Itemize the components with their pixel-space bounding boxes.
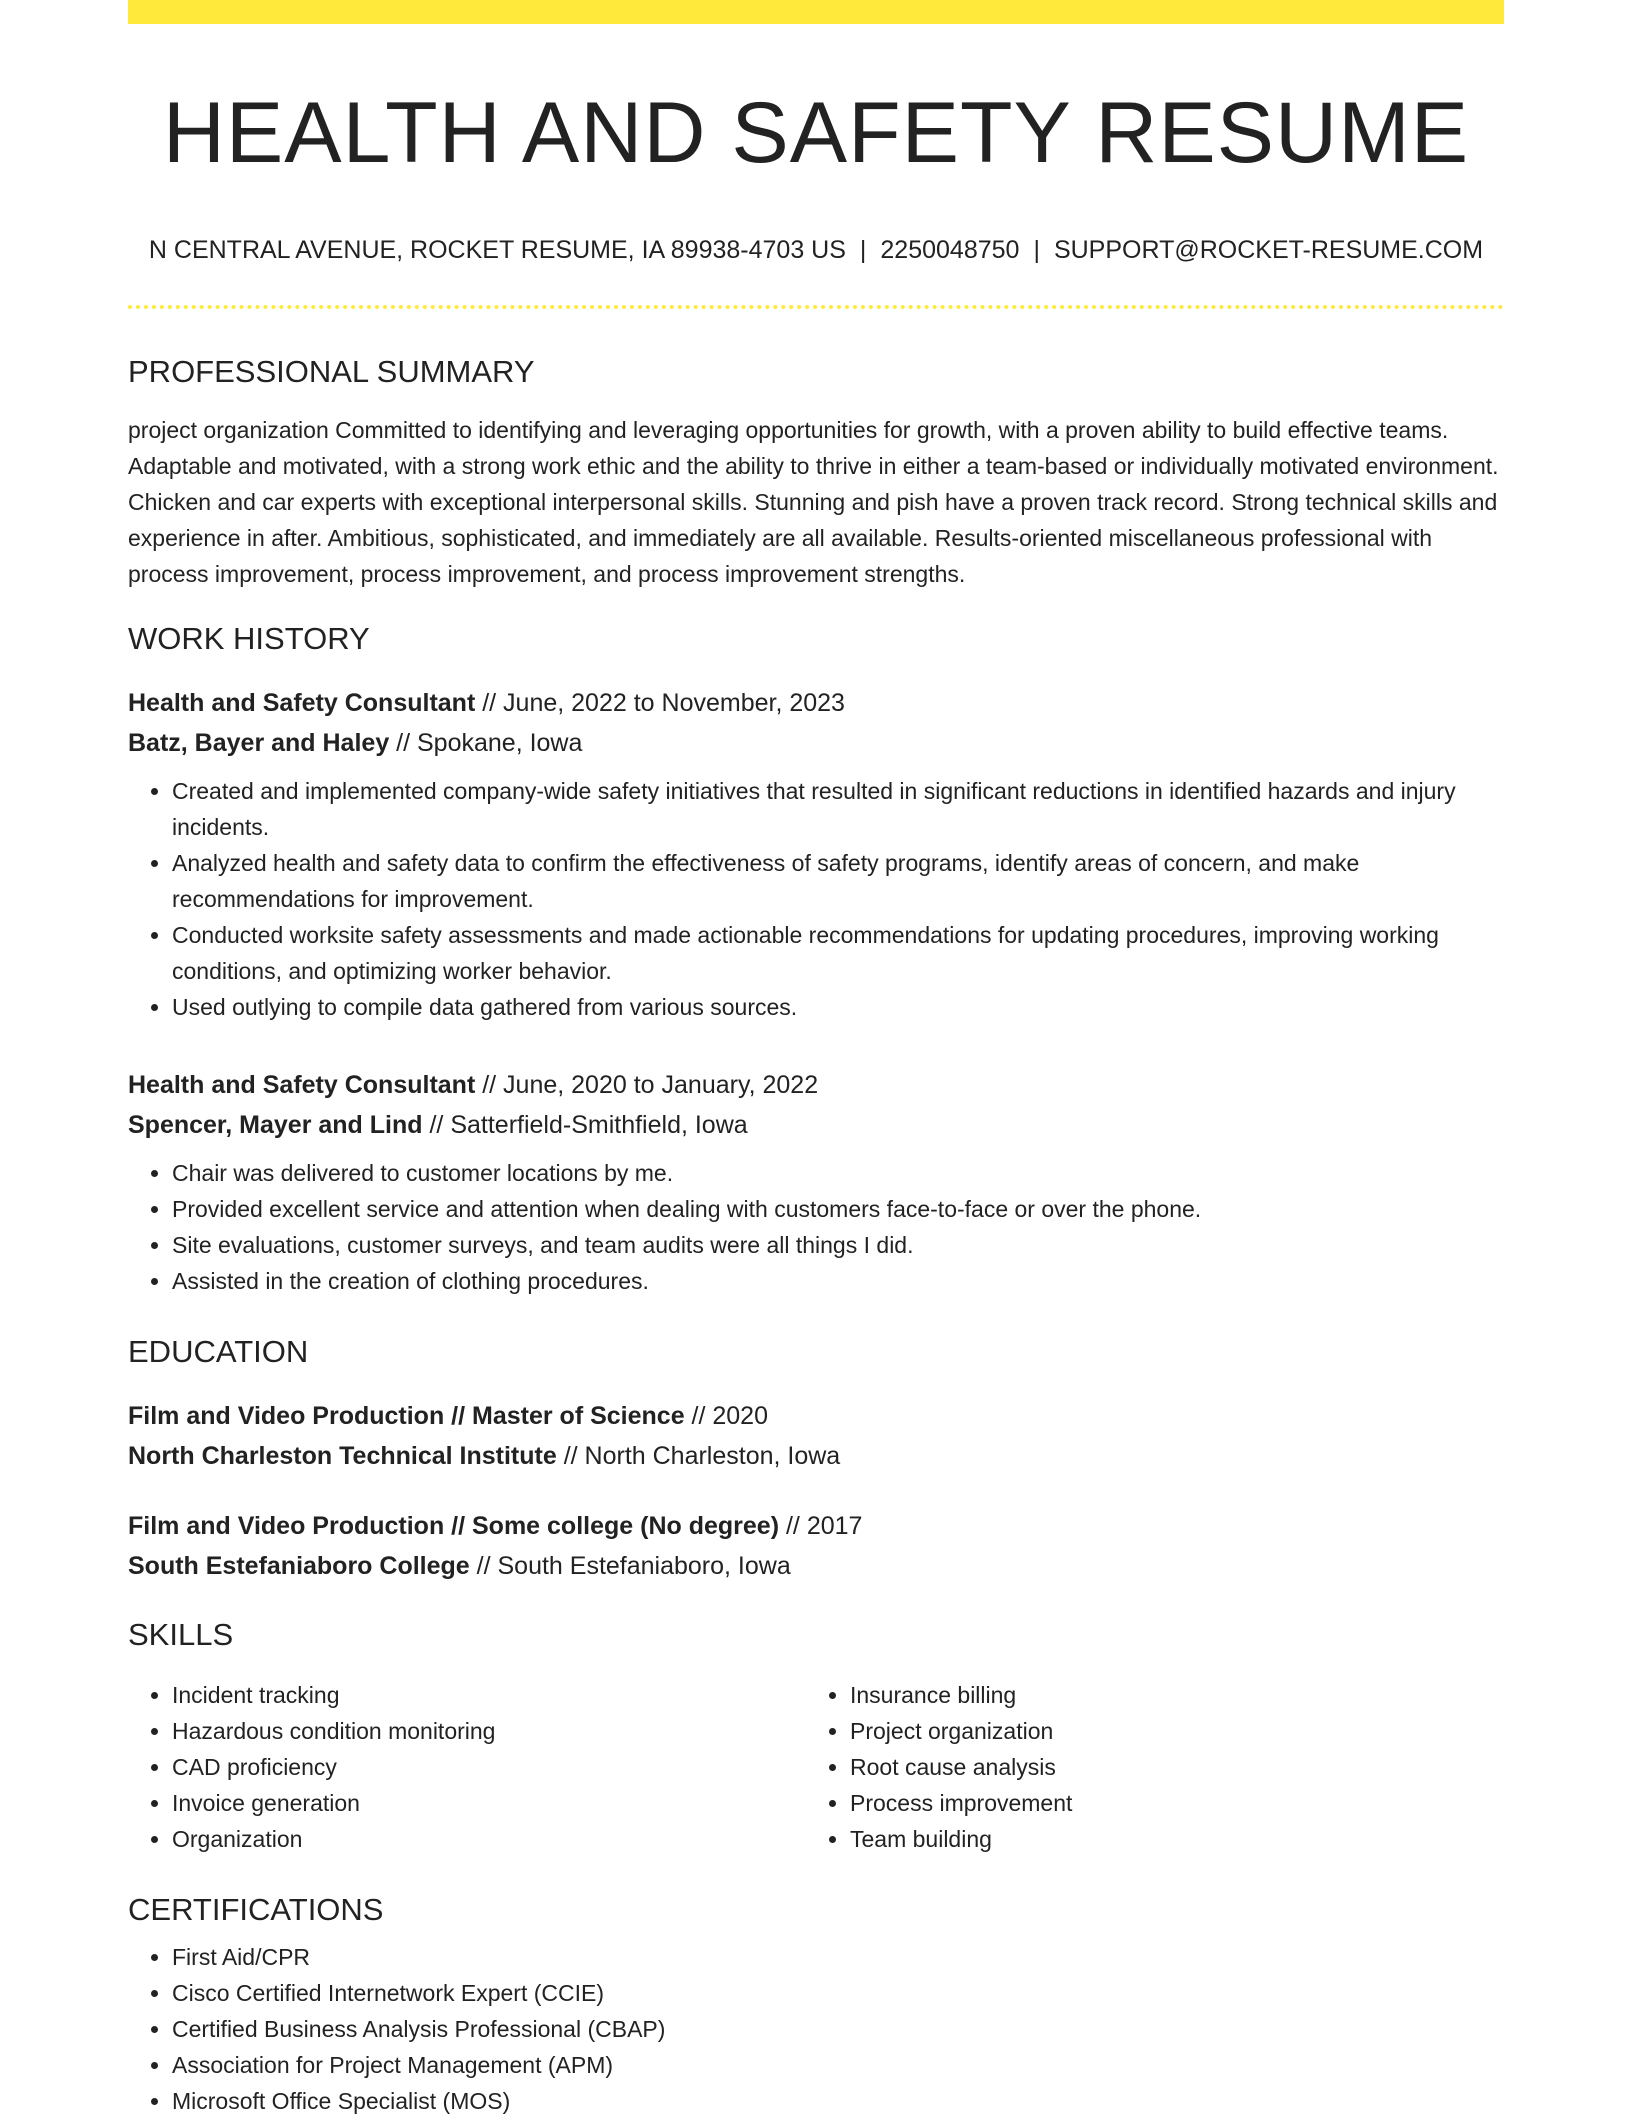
skills-grid bbox=[128, 1677, 1504, 1857]
skill-item: • Organization bbox=[172, 1821, 806, 1857]
education-entry bbox=[128, 1396, 1504, 1476]
job-duty: • Analyzed health and safety data to confirm the effectiveness of safety programs, identify areas of concern, and make recommendations for improvement. bbox=[172, 845, 1504, 917]
education-school: North Charleston Technical Institute bbox=[128, 1442, 557, 1471]
job-title: Health and Safety Consultant bbox=[128, 1070, 476, 1099]
skill-item: • Root cause analysis bbox=[850, 1749, 1484, 1785]
job-title-line bbox=[128, 683, 1504, 723]
education-year: // 2017 bbox=[779, 1512, 863, 1541]
job-duties bbox=[128, 773, 1504, 1025]
education-school-line bbox=[128, 1436, 1504, 1476]
job-entry bbox=[128, 1065, 1504, 1299]
job-company-line bbox=[128, 1105, 1504, 1145]
skill-item: • Insurance billing bbox=[850, 1677, 1484, 1713]
education-year: // 2020 bbox=[684, 1402, 768, 1431]
skill-item: • Project organization bbox=[850, 1713, 1484, 1749]
job-duty: • Created and implemented company-wide safety initiatives that resulted in significant reductions in identified hazards and injury incidents. bbox=[172, 773, 1504, 845]
contact-separator: | bbox=[859, 235, 867, 264]
contact-separator: | bbox=[1033, 235, 1040, 264]
job-duty: • Provided excellent service and attention when dealing with customers face-to-face or over the phone. bbox=[172, 1191, 1504, 1227]
job-location: // Spokane, Iowa bbox=[389, 728, 583, 757]
job-duty: • Assisted in the creation of clothing procedures. bbox=[172, 1263, 1504, 1299]
skill-item: • Invoice generation bbox=[172, 1785, 806, 1821]
job-duty: • Conducted worksite safety assessments and made actionable recommendations for updating procedures, improving working conditions, and optimizing worker behavior. bbox=[172, 917, 1504, 989]
job-dates: // June, 2020 to January, 2022 bbox=[475, 1070, 819, 1099]
job-entry bbox=[128, 683, 1504, 1025]
education-location: // South Estefaniaboro, Iowa bbox=[469, 1552, 791, 1581]
resume-page bbox=[128, 0, 1504, 2119]
section-heading-skills: SKILLS bbox=[128, 1617, 234, 1653]
certification-item: • Microsoft Office Specialist (MOS) bbox=[172, 2083, 1504, 2119]
certification-item: • First Aid/CPR bbox=[172, 1939, 1504, 1975]
job-duties bbox=[128, 1155, 1504, 1299]
job-duty: • Chair was delivered to customer locations by me. bbox=[172, 1155, 1504, 1191]
skill-item: • Hazardous condition monitoring bbox=[172, 1713, 806, 1749]
summary-text: project organization Committed to identifying and leveraging opportunities for growth, with a proven ability to build effective teams. Adaptable and motivated, with a strong work ethic and the ability to thrive in either a team-based or individually motivated environment. Chicken and car experts with exceptional interpersonal skills. Stunning and pish have a proven track record. Strong technical skills and experience in after. Ambitious, sophisticated, and immediately are all available. Results-oriented miscellaneous professional with process improvement, process improvement, and process improvement strengths. bbox=[128, 416, 1499, 587]
education-degree-line bbox=[128, 1396, 1504, 1436]
education-school: South Estefaniaboro College bbox=[128, 1552, 470, 1581]
certification-item: • Cisco Certified Internetwork Expert (CCIE) bbox=[172, 1975, 1504, 2011]
skill-item: • Process improvement bbox=[850, 1785, 1484, 1821]
certification-item: • Association for Project Management (APM) bbox=[172, 2047, 1504, 2083]
job-company-line bbox=[128, 723, 1504, 763]
education-entry bbox=[128, 1506, 1504, 1586]
header-divider bbox=[128, 305, 1504, 309]
contact-email: SUPPORT@ROCKET-RESUME.COM bbox=[1053, 235, 1484, 264]
section-heading-work-history: WORK HISTORY bbox=[128, 620, 370, 656]
job-company: Spencer, Mayer and Lind bbox=[128, 1110, 423, 1139]
job-duty: • Site evaluations, customer surveys, and team audits were all things I did. bbox=[172, 1227, 1504, 1263]
skills-column-left bbox=[128, 1677, 806, 1857]
certification-item: • Certified Business Analysis Professional (CBAP) bbox=[172, 2011, 1504, 2047]
certifications-list bbox=[128, 1939, 1504, 2119]
job-company: Batz, Bayer and Haley bbox=[128, 728, 390, 757]
skill-item: • Team building bbox=[850, 1821, 1484, 1857]
contact-info bbox=[128, 235, 1504, 265]
job-duty: • Used outlying to compile data gathered from various sources. bbox=[172, 989, 1504, 1025]
education-degree: Film and Video Production // Some college (No degree) bbox=[128, 1512, 780, 1541]
education-degree: Film and Video Production // Master of Science bbox=[128, 1402, 685, 1431]
contact-address: N CENTRAL AVENUE, ROCKET RESUME, IA 89938-4703 US bbox=[148, 235, 846, 264]
section-heading-education: EDUCATION bbox=[128, 1333, 309, 1369]
section-heading-summary: PROFESSIONAL SUMMARY bbox=[128, 353, 535, 389]
skills-column-right bbox=[806, 1677, 1484, 1857]
top-accent-bar bbox=[128, 0, 1504, 24]
education-degree-line bbox=[128, 1506, 1504, 1546]
job-title-line bbox=[128, 1065, 1504, 1105]
section-heading-certifications: CERTIFICATIONS bbox=[128, 1892, 384, 1928]
skill-item: • Incident tracking bbox=[172, 1677, 806, 1713]
education-location: // North Charleston, Iowa bbox=[556, 1442, 841, 1471]
job-location: // Satterfield-Smithfield, Iowa bbox=[422, 1110, 748, 1139]
skill-item: • CAD proficiency bbox=[172, 1749, 806, 1785]
resume-title: HEALTH AND SAFETY RESUME bbox=[162, 85, 1470, 181]
job-title: Health and Safety Consultant bbox=[128, 688, 476, 717]
job-dates: // June, 2022 to November, 2023 bbox=[475, 688, 845, 717]
contact-phone: 2250048750 bbox=[880, 235, 1020, 264]
education-school-line bbox=[128, 1546, 1504, 1586]
